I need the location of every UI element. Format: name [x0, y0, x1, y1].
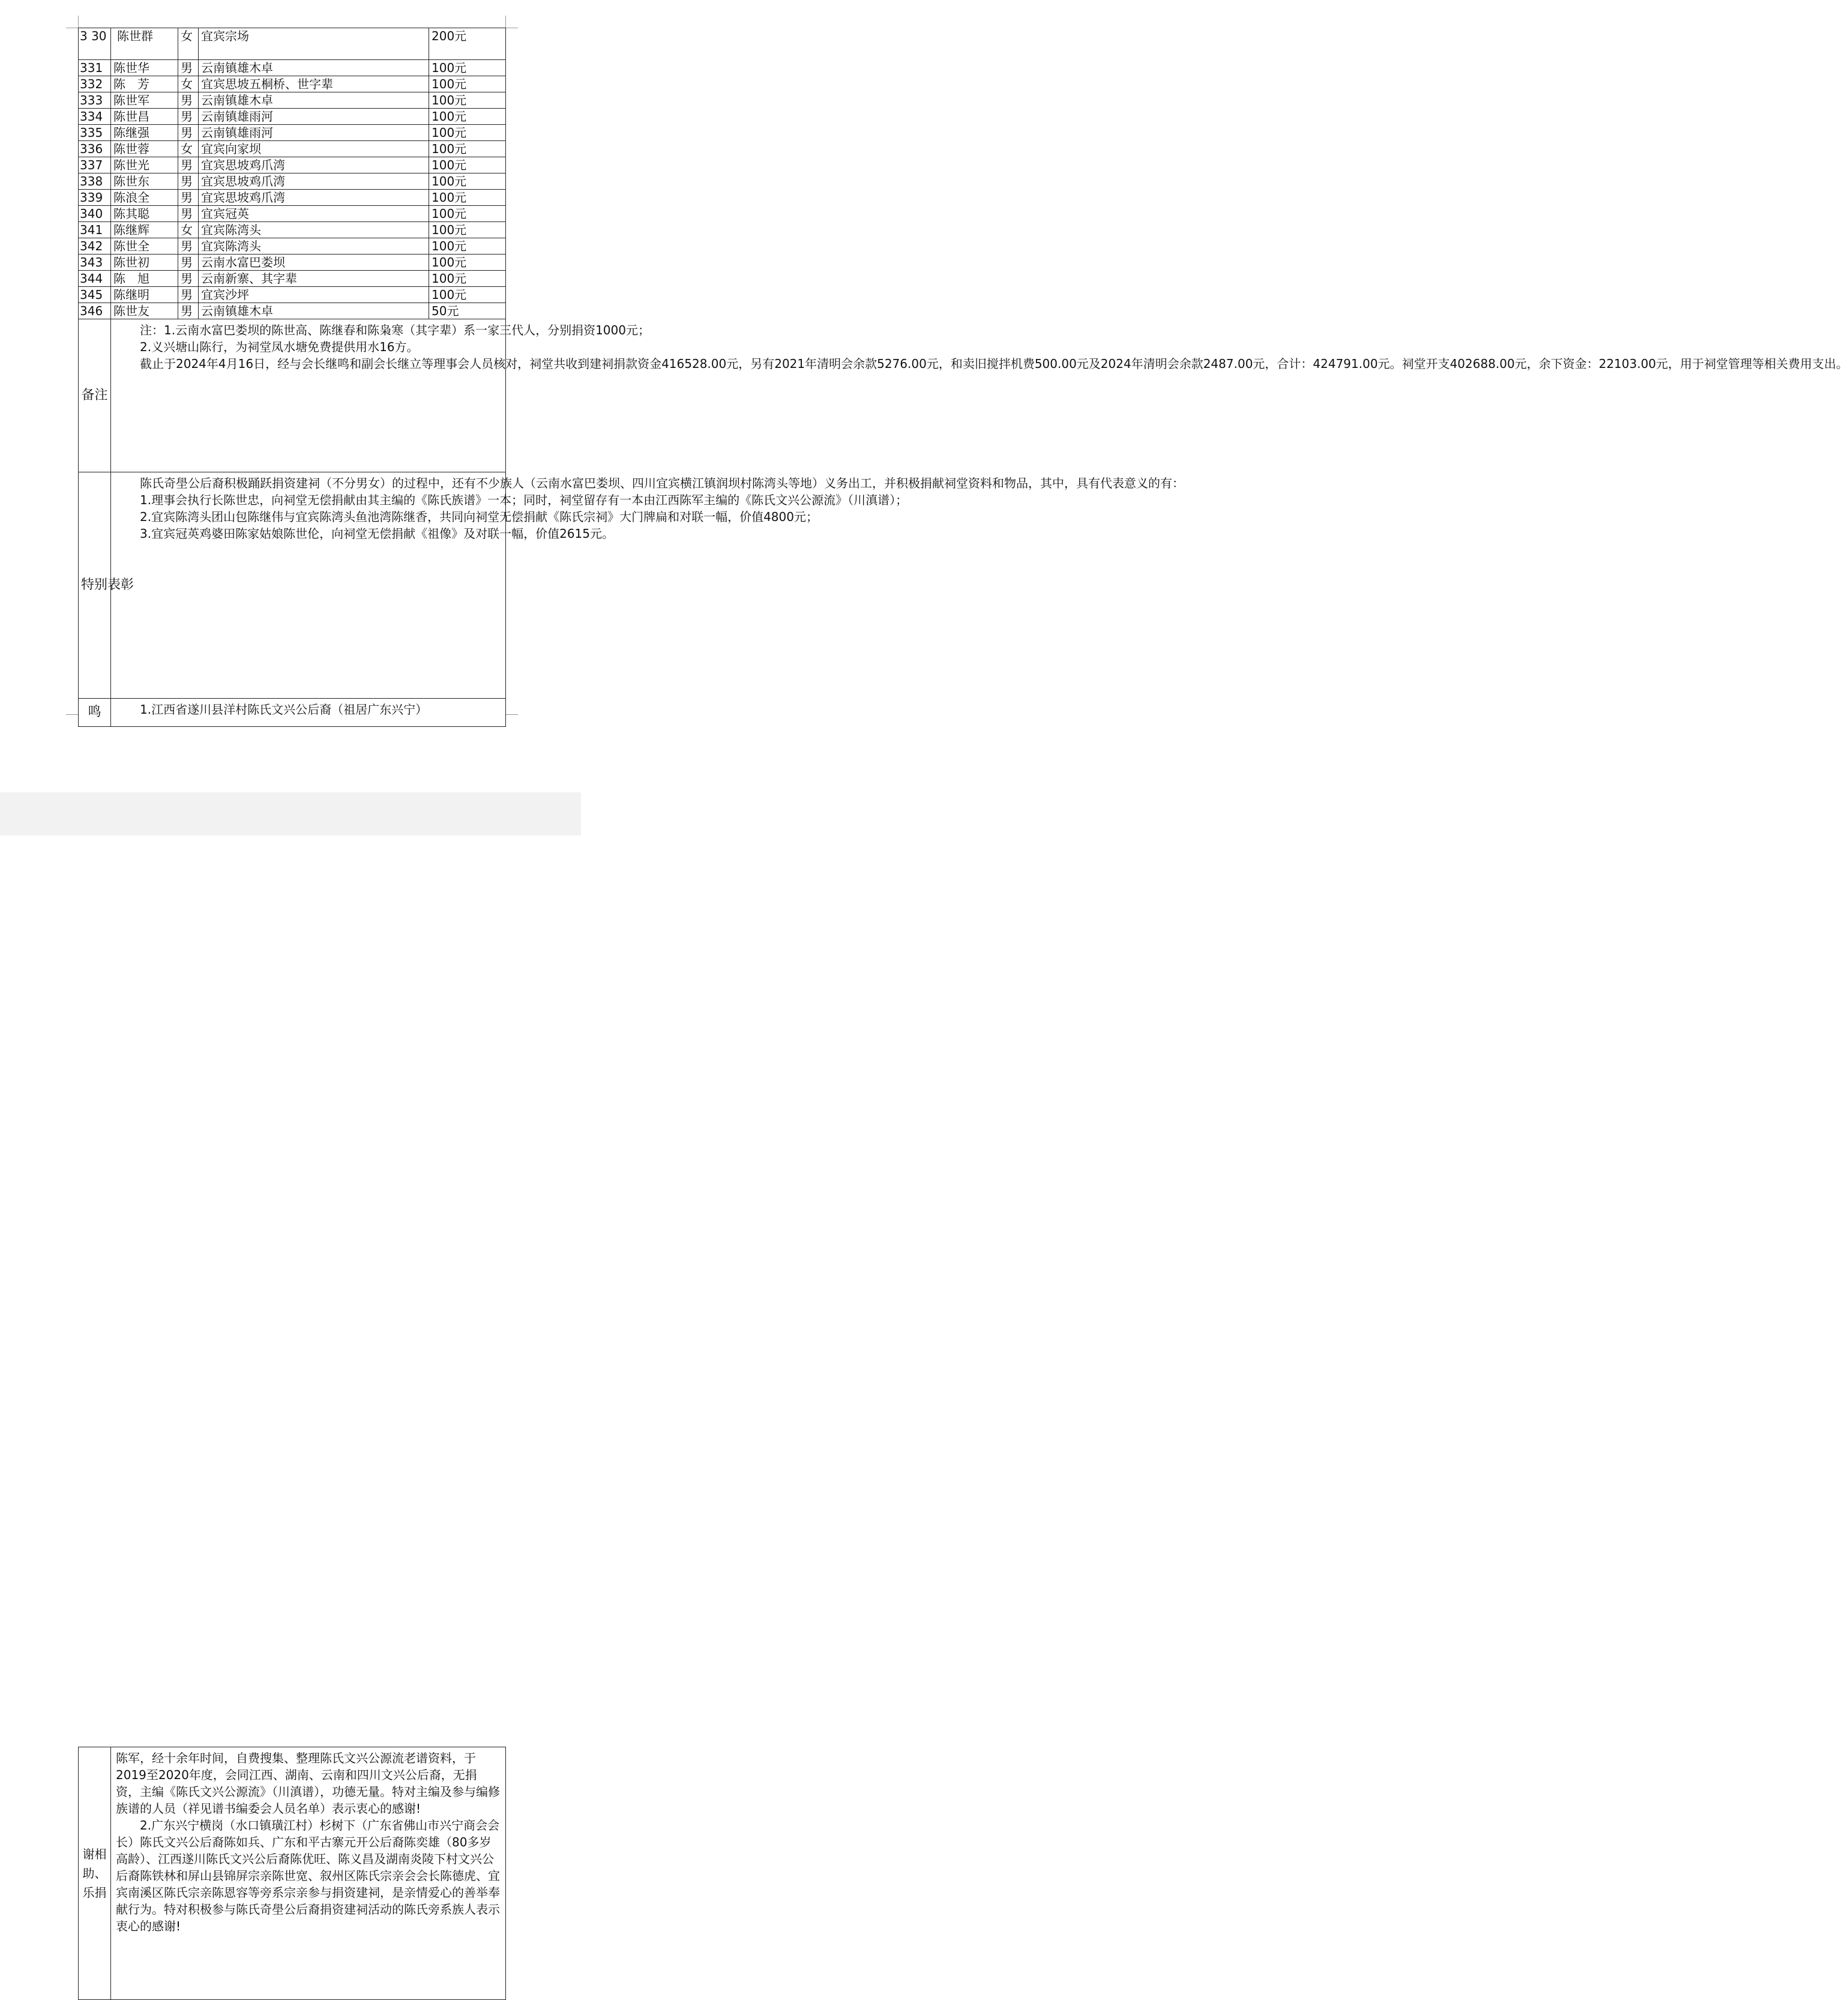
thanks-table [78, 1747, 506, 2000]
donor-gender: 男 [178, 303, 199, 319]
thanks-row-continued [79, 1747, 506, 2000]
donor-gender: 男 [178, 238, 199, 255]
donor-name: 陈世光 [111, 157, 178, 173]
donor-row [79, 287, 506, 303]
donor-number: 335 [79, 125, 111, 141]
donor-amount: 100元 [429, 222, 506, 238]
donor-name: 陈继辉 [111, 222, 178, 238]
donor-number: 3 30 [79, 28, 111, 60]
donor-name: 陈世华 [111, 60, 178, 76]
donor-place: 云南镇雄木卓 [199, 92, 429, 109]
donor-row [79, 109, 506, 125]
donor-place: 宜宾陈湾头 [199, 238, 429, 255]
donor-row [79, 238, 506, 255]
donor-name: 陈 旭 [111, 271, 178, 287]
notes-row [79, 319, 506, 472]
donor-row [79, 222, 506, 238]
donor-place: 宜宾思坡鸡爪湾 [199, 173, 429, 190]
thanks-content-continued [111, 1747, 506, 2000]
commend-label: 特别表彰 [79, 472, 111, 699]
donor-amount: 100元 [429, 287, 506, 303]
donor-amount: 100元 [429, 141, 506, 157]
donor-row [79, 76, 506, 92]
donor-name: 陈 芳 [111, 76, 178, 92]
thanks-row [79, 699, 506, 727]
donor-place: 云南镇雄木卓 [199, 303, 429, 319]
donor-place: 宜宾思坡五桐桥、世字辈 [199, 76, 429, 92]
donor-row [79, 141, 506, 157]
donor-number: 334 [79, 109, 111, 125]
donor-amount: 100元 [429, 109, 506, 125]
donor-row [79, 28, 506, 60]
donor-place: 宜宾沙坪 [199, 287, 429, 303]
donor-row [79, 173, 506, 190]
donor-name: 陈世初 [111, 255, 178, 271]
donor-gender: 男 [178, 125, 199, 141]
donor-place: 宜宾冠英 [199, 206, 429, 222]
donor-place: 宜宾陈湾头 [199, 222, 429, 238]
donor-row [79, 157, 506, 173]
donor-name: 陈世昌 [111, 109, 178, 125]
donor-name: 陈世群 [111, 28, 178, 60]
donor-name: 陈世全 [111, 238, 178, 255]
commend-content [111, 472, 1184, 699]
donor-number: 339 [79, 190, 111, 206]
donor-name: 陈世军 [111, 92, 178, 109]
commend-paragraph: 3.宜宾冠英鸡婆田陈家姑娘陈世伦，向祠堂无偿捐献《祖像》及对联一幅，价值2615元。 [140, 526, 614, 541]
donor-place: 云南新寨、其字辈 [199, 271, 429, 287]
donor-gender: 女 [178, 222, 199, 238]
donor-place: 云南镇雄雨河 [199, 109, 429, 125]
donor-name: 陈继明 [111, 287, 178, 303]
donor-amount: 50元 [429, 303, 506, 319]
donor-number: 336 [79, 141, 111, 157]
thanks-paragraph: 陈军，经十余年时间，自费搜集、整理陈氏文兴公源流老谱资料，于2019至2020年度，会同江西、湖南、云南和四川文兴公后裔，无捐资，主编《陈氏文兴公源流》（川滇谱），功德无量。特对主编及参与编修族谱的人员（祥见谱书编委会人员名单）表示衷心的感谢! [116, 1751, 500, 1816]
crop-mark [66, 16, 79, 28]
notes-paragraph: 截止于2024年4月16日，经与会长继鸣和副会长继立等理事会人员核对，祠堂共收到建祠捐款资金416528.00元，另有2021年清明会余款5276.00元，和卖旧搅拌机费500.00元及2024年清明会余款2487.00元，合计：424791.00元。祠堂开支402688.00元，余下资金：22103.00元，用于祠堂管理等相关费用支出。 [140, 357, 1848, 371]
thanks-label: 鸣 [79, 699, 111, 727]
crop-mark [66, 714, 79, 727]
donor-number: 345 [79, 287, 111, 303]
donor-gender: 男 [178, 109, 199, 125]
donor-row [79, 60, 506, 76]
donor-gender: 女 [178, 141, 199, 157]
donor-amount: 100元 [429, 271, 506, 287]
donor-gender: 男 [178, 206, 199, 222]
donor-number: 331 [79, 60, 111, 76]
commend-paragraph: 1.理事会执行长陈世忠，向祠堂无偿捐献由其主编的《陈氏族谱》一本；同时，祠堂留存有一本由江西陈军主编的《陈氏文兴公源流》（川滇谱）； [140, 493, 908, 507]
donor-amount: 100元 [429, 60, 506, 76]
donor-row [79, 190, 506, 206]
donor-number: 338 [79, 173, 111, 190]
thanks-content [111, 699, 506, 727]
donor-amount: 100元 [429, 255, 506, 271]
notes-label: 备注 [79, 319, 111, 472]
crop-mark [505, 714, 518, 727]
donor-amount: 100元 [429, 190, 506, 206]
donor-gender: 女 [178, 76, 199, 92]
donor-name: 陈浪全 [111, 190, 178, 206]
donor-row [79, 125, 506, 141]
notes-content [111, 319, 1848, 472]
donor-name: 陈继强 [111, 125, 178, 141]
donor-amount: 100元 [429, 92, 506, 109]
donor-row [79, 92, 506, 109]
donor-amount: 100元 [429, 206, 506, 222]
donor-gender: 男 [178, 92, 199, 109]
donor-amount: 100元 [429, 238, 506, 255]
donor-place: 云南水富巴娄坝 [199, 255, 429, 271]
commend-row [79, 472, 506, 699]
donor-amount: 100元 [429, 125, 506, 141]
commend-paragraph: 陈氏奇壆公后裔积极踊跃捐资建祠（不分男女）的过程中，还有不少族人（云南水富巴娄坝、四川宜宾横江镇润坝村陈湾头等地）义务出工，并积极捐献祠堂资料和物品，其中，具有代表意义的有： [140, 476, 1184, 490]
donor-place: 云南镇雄雨河 [199, 125, 429, 141]
thanks-label-continued: 谢相助、乐捐 [79, 1747, 111, 2000]
notes-paragraph: 2.义兴塘山陈行，为祠堂凤水塘免费提供用水16方。 [140, 340, 419, 354]
donor-number: 343 [79, 255, 111, 271]
donor-number: 333 [79, 92, 111, 109]
donor-gender: 男 [178, 190, 199, 206]
donor-gender: 男 [178, 173, 199, 190]
donor-amount: 100元 [429, 173, 506, 190]
donor-place: 宜宾思坡鸡爪湾 [199, 157, 429, 173]
donor-name: 陈世友 [111, 303, 178, 319]
donor-name: 陈世蓉 [111, 141, 178, 157]
donor-row [79, 271, 506, 287]
thanks-line: 1.江西省遂川县洋村陈氏文兴公后裔（祖居广东兴宁） [140, 702, 428, 717]
donor-place: 宜宾宗场 [199, 28, 429, 60]
donor-number: 337 [79, 157, 111, 173]
document-page-1 [0, 0, 1848, 792]
donor-gender: 男 [178, 60, 199, 76]
page-gap [0, 792, 581, 836]
donor-place: 云南镇雄木卓 [199, 60, 429, 76]
notes-paragraph: 注：1.云南水富巴娄坝的陈世高、陈继春和陈枭寒（其字辈）系一家三代人，分别捐资1000元； [140, 323, 650, 337]
donor-gender: 男 [178, 271, 199, 287]
commend-paragraph: 2.宜宾陈湾头团山包陈继伟与宜宾陈湾头鱼池湾陈继香，共同向祠堂无偿捐献《陈氏宗祠》大门牌扁和对联一幅，价值4800元； [140, 510, 818, 524]
donor-table [78, 28, 1848, 727]
donor-number: 341 [79, 222, 111, 238]
donor-number: 344 [79, 271, 111, 287]
donor-row [79, 206, 506, 222]
donor-number: 332 [79, 76, 111, 92]
crop-mark [505, 16, 518, 28]
donor-gender: 女 [178, 28, 199, 60]
donor-amount: 200元 [429, 28, 506, 60]
donor-name: 陈其聪 [111, 206, 178, 222]
donor-row [79, 303, 506, 319]
donor-amount: 100元 [429, 76, 506, 92]
donor-place: 宜宾思坡鸡爪湾 [199, 190, 429, 206]
document-page-2 [0, 836, 581, 1933]
donor-number: 342 [79, 238, 111, 255]
donor-gender: 男 [178, 287, 199, 303]
donor-name: 陈世东 [111, 173, 178, 190]
donor-gender: 男 [178, 157, 199, 173]
donor-number: 346 [79, 303, 111, 319]
donor-gender: 男 [178, 255, 199, 271]
thanks-paragraph: 2.广东兴宁横岗（水口镇璜江村）杉树下（广东省佛山市兴宁商会会长）陈氏文兴公后裔陈如兵、广东和平古寨元开公后裔陈奕雄（80多岁高龄）、江西遂川陈氏文兴公后裔陈优旺、陈义昌及湖南炎陵下村文兴公后裔陈铁林和屏山县锦屏宗亲陈世宽、叙州区陈氏宗亲会会长陈德虎、宜宾南溪区陈氏宗亲陈恩容等旁系宗亲参与捐资建祠，是亲情爱心的善举奉献行为。特对积极参与陈氏奇壆公后裔捐资建祠活动的陈氏旁系族人表示衷心的感谢! [116, 1818, 500, 1933]
donor-amount: 100元 [429, 157, 506, 173]
donor-place: 宜宾向家坝 [199, 141, 429, 157]
donor-row [79, 255, 506, 271]
donor-number: 340 [79, 206, 111, 222]
